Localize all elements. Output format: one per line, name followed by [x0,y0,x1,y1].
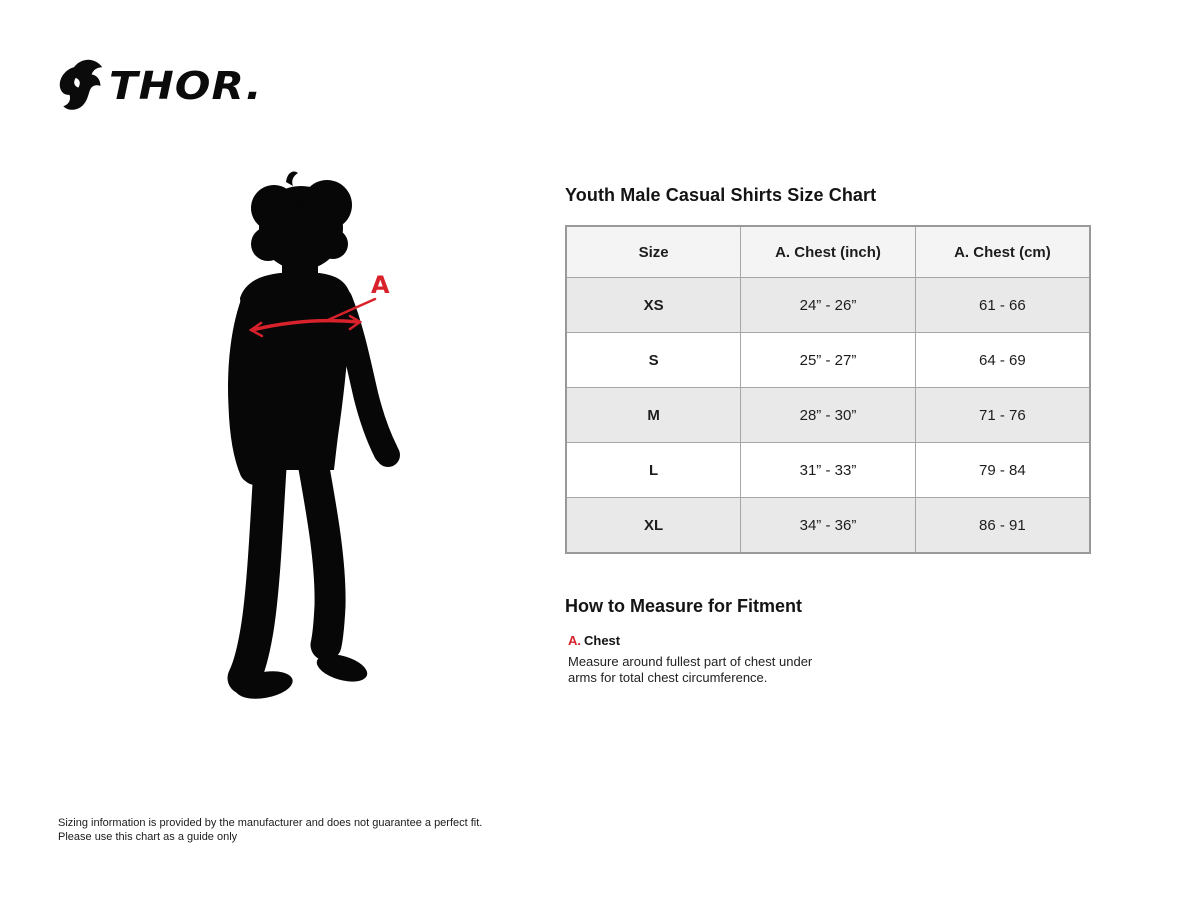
chart-title: Youth Male Casual Shirts Size Chart [565,185,877,205]
how-to-measure-heading: How to Measure for Fitment [565,596,803,616]
chest-cm-value: 61 - 66 [915,278,1090,333]
column-header-size: Size [566,226,741,278]
size-value: XL [566,498,741,554]
size-value: M [566,388,741,443]
brand-logo-text: THOR. [109,62,263,108]
column-header-chest-inch: A. Chest (inch) [741,226,916,278]
measurement-figure [180,168,440,728]
chest-cm-value: 64 - 69 [915,333,1090,388]
chest-inch-value: 34” - 36” [741,498,916,554]
brand-logo [58,58,263,112]
size-chart-table [565,225,1091,554]
column-header-chest-cm: A. Chest (cm) [915,226,1090,278]
size-value: S [566,333,741,388]
disclaimer-line-2: Please use this chart as a guide only [58,830,238,843]
chest-inch-value: 25” - 27” [741,333,916,388]
table-header-row [566,226,1090,278]
chart-column [565,185,1091,686]
measure-item-chest [568,633,1091,686]
sizing-disclaimer [58,817,482,844]
size-value: XS [566,278,741,333]
disclaimer-line-1: Sizing information is provided by the manufacturer and does not guarantee a perfect fit. [58,817,483,829]
chest-inch-value: 28” - 30” [741,388,916,443]
chest-inch-value: 24” - 26” [741,278,916,333]
boy-silhouette-graphic [180,168,440,728]
chest-cm-value: 79 - 84 [915,443,1090,498]
table-row [566,278,1090,333]
size-value: L [566,443,741,498]
table-row [566,388,1090,443]
chest-cm-value: 71 - 76 [915,388,1090,443]
measure-item-key: A. [568,633,581,648]
measure-item-label: Chest [584,633,621,648]
thor-goat-icon [58,58,104,112]
table-row [566,498,1090,554]
chest-inch-value: 31” - 33” [741,443,916,498]
chest-measurement-label: A [371,271,390,299]
how-to-measure-section [565,596,1091,686]
table-row [566,333,1090,388]
chest-cm-value: 86 - 91 [915,498,1090,554]
table-row [566,443,1090,498]
measure-item-description: Measure around fullest part of chest under arms for total chest circumference. [568,654,813,686]
